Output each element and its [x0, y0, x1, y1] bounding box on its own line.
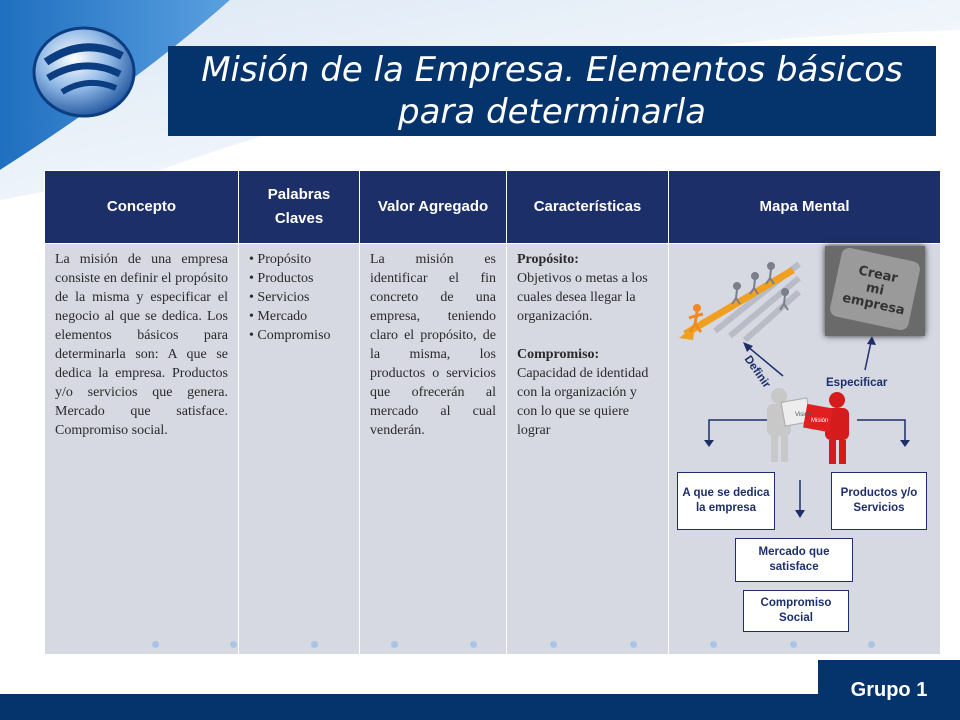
header-concepto: Concepto: [45, 171, 239, 244]
arrow-down-icon: [792, 480, 808, 520]
footer-bar: [0, 694, 960, 720]
dot: [391, 641, 398, 648]
compromiso-title: Compromiso:: [517, 347, 600, 362]
dot: [311, 641, 318, 648]
proposito-title: Propósito:: [517, 252, 579, 267]
palabras-claves-cell: [239, 244, 360, 655]
list-item: • Propósito: [249, 250, 349, 269]
header-palabras-claves: Palabras Claves: [239, 171, 360, 244]
dot: [710, 641, 717, 648]
mind-map-cell: [669, 244, 941, 655]
dot: [550, 641, 557, 648]
title-line-2: para determinarla: [398, 92, 706, 132]
company-logo: [28, 16, 140, 128]
dot: [230, 641, 237, 648]
arrow-down-left-icon: [699, 412, 769, 448]
table-header-row: [45, 171, 941, 244]
header-caracteristicas: Características: [507, 171, 669, 244]
list-item: • Mercado: [249, 307, 349, 326]
proposito-text: Objetivos o metas a los cuales desea llegar la organización.: [517, 271, 648, 324]
dot: [868, 641, 875, 648]
caracteristicas-cell: [507, 244, 669, 655]
table-row: [45, 244, 941, 655]
box-productos-servicios: Productos y/o Servicios: [831, 472, 927, 530]
header-valor-agregado: Valor Agregado: [360, 171, 507, 244]
dot: [470, 641, 477, 648]
title-line-1: Misión de la Empresa. Elementos básicos: [201, 50, 903, 90]
box-mercado: Mercado que satisface: [735, 538, 853, 582]
compromiso-text: Capacidad de identidad con la organización y con lo que se quiere lograr: [517, 366, 649, 438]
key-image: [825, 246, 925, 336]
race-illustration: [675, 256, 803, 346]
especificar-label: Especificar: [826, 377, 888, 389]
dot: [630, 641, 637, 648]
arrow-up-icon: [859, 336, 879, 372]
key-text: Crear mi empresa: [840, 262, 907, 318]
puzzle-left-text: Visión: [795, 412, 812, 418]
slide-title: [168, 46, 936, 136]
valor-agregado-cell: La misión es identificar el fin concreto de una empresa, teniendo claro el propósito, de la misma, los productos o servicios que ofrecerán al mercado al cual venderán.: [360, 244, 507, 655]
arrow-down-right-icon: [855, 412, 915, 448]
dot: [790, 641, 797, 648]
list-item: • Productos: [249, 269, 349, 288]
header-mapa-mental: Mapa Mental: [669, 171, 941, 244]
mission-table: [44, 170, 941, 655]
puzzle-right-text: Misión: [811, 418, 829, 424]
box-a-que-se-dedica: A que se dedica la empresa: [677, 472, 775, 530]
keywords-list: [249, 250, 349, 345]
box-compromiso-social: Compromiso Social: [743, 590, 849, 632]
concepto-cell: La misión de una empresa consiste en definir el propósito de la misma y especificar el negocio al que se dedica. Los elementos básicos para determinarla son: A que se dedica la empresa. Productos y/o servicios que genera. Mercado que satisface. Compromiso social.: [45, 244, 239, 655]
puzzle-figures-illustration: [761, 386, 857, 468]
dot-row-decoration: [152, 641, 882, 653]
list-item: • Compromiso: [249, 326, 349, 345]
definir-label: Definir: [741, 353, 773, 391]
dot: [152, 641, 159, 648]
group-label: Grupo 1: [818, 660, 960, 720]
list-item: • Servicios: [249, 288, 349, 307]
